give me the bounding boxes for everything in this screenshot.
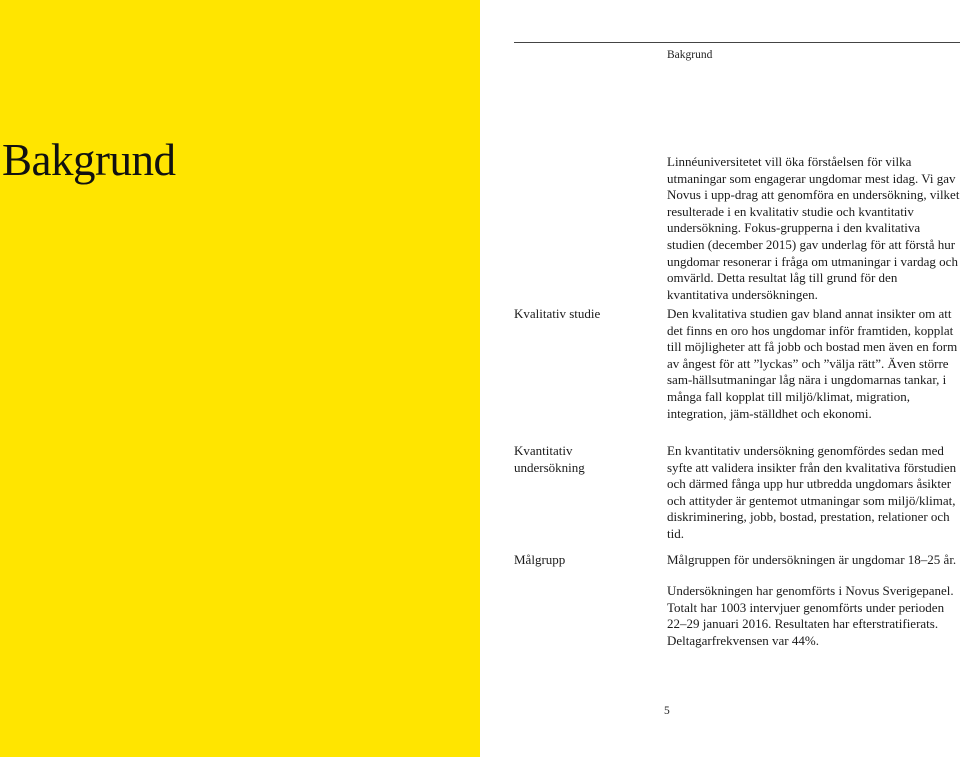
intro-paragraph: Linnéuniversitetet vill öka förståelsen för vilka utmaningar som engagerar ungdomar mest idag. Vi gav Novus i upp-drag att genomföra en undersökning, vilket resulterade i en kvalitativ studie och kvantitativ undersökning. Fokus-grupperna i den kvalitativa studien (december 2015) gav underlag för att förstå hur ungdomar resonerar i fråga om utmaningar i vardag och omvärld. Detta resultat låg till grund för den kvantitativa undersökningen. bbox=[667, 154, 960, 302]
section-label-kvalitativ: Kvalitativ studie bbox=[514, 306, 601, 321]
section-text-kvalitativ: Den kvalitativa studien gav bland annat insikter om att det finns en oro hos ungdomar inför framtiden, kopplat till möjligheter att få jobb och bostad men även en form av ångest för att ”lyckas” och ”välja rätt”. Även större sam-hällsutmaningar låg nära i ungdomarnas tankar, i många fall kopplat till miljö/klimat, migration, integration, jäm-ställdhet och ekonomi. bbox=[667, 306, 958, 421]
section-label-kvantitativ: Kvantitativ undersökning bbox=[514, 443, 585, 475]
header-rule bbox=[514, 42, 960, 43]
section-text-kvantitativ: En kvantitativ undersökning genomfördes sedan med syfte att validera insikter från den kvalitativa förstudien och därmed fånga upp hur utbredda ungdomars åsikter och attityder är gentemot utmaningar som miljö/klimat, diskriminering, jobb, bostad, prestation, relationer och tid. bbox=[667, 443, 957, 541]
running-head: Bakgrund bbox=[667, 49, 713, 61]
page-title: Bakgrund bbox=[2, 135, 176, 185]
page-number: 5 bbox=[664, 705, 670, 717]
section-label-malgrupp: Målgrupp bbox=[514, 552, 566, 567]
section-text-malgrupp-details: Undersökningen har genomförts i Novus Sverigepanel. Totalt har 1003 intervjuer genomförts under perioden 22–29 januari 2016. Resultaten har efterstratifierats. Deltagarfrekvensen var 44%. bbox=[667, 583, 954, 648]
section-text-malgrupp: Målgruppen för undersökningen är ungdomar 18–25 år. bbox=[667, 552, 957, 567]
